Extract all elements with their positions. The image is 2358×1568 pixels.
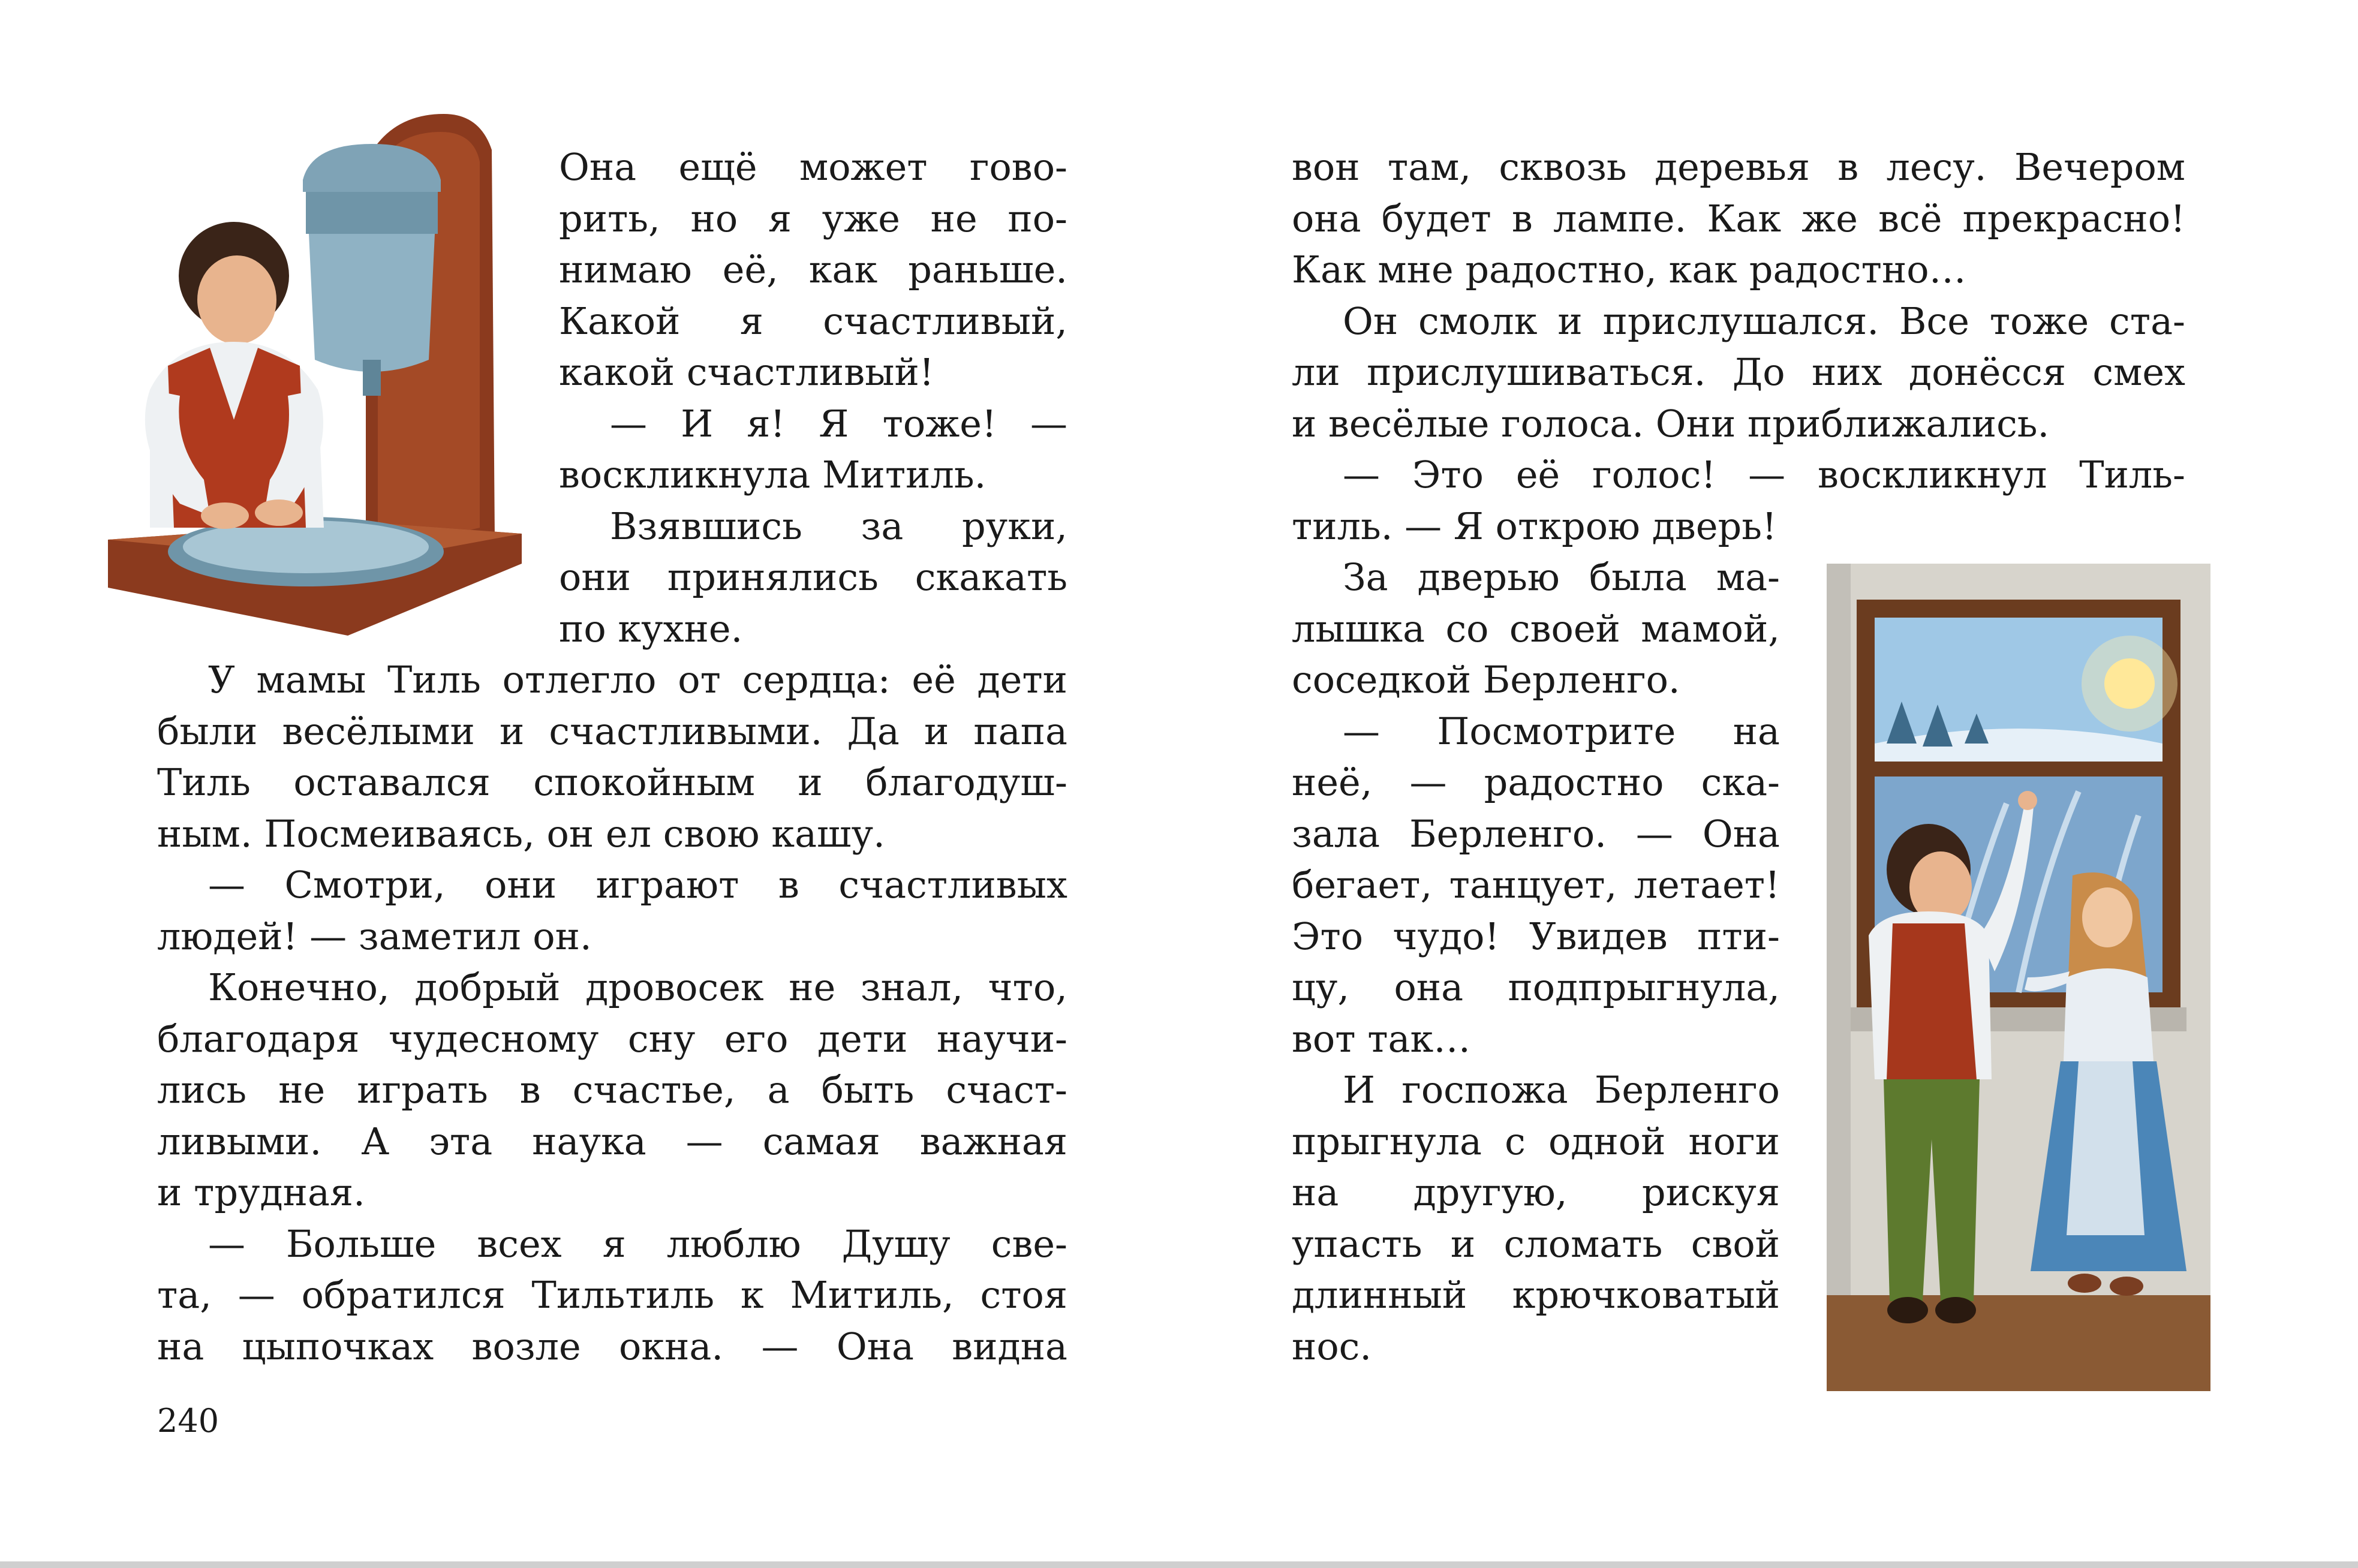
text-line: та, — обратился Тильтиль к Митиль, стоя	[157, 1273, 1067, 1317]
boy-at-washbasin-illustration	[108, 108, 522, 636]
text-line: Он смолк и прислушался. Все тоже ста-	[1343, 299, 2185, 343]
text-line: цу, она подпрыгнула,	[1292, 965, 1780, 1009]
right-wrapped-text	[1292, 552, 1780, 1372]
text-line: нимаю её, как раньше.	[559, 248, 1067, 291]
text-line: — Больше всех я люблю Душу све-	[208, 1221, 1067, 1266]
text-line: И госпожа Берленго	[1343, 1068, 1780, 1112]
text-line: тиль. — Я открою дверь!	[1292, 504, 1777, 548]
text-line: были весёлыми и счастливыми. Да и папа	[157, 709, 1067, 753]
text-line: и весёлые голоса. Они приближались.	[1292, 401, 2050, 446]
text-line: вон там, сквозь деревья в лесу. Вечером	[1292, 145, 2185, 189]
page-number: 240	[157, 1402, 219, 1440]
text-line: соседкой Берленго.	[1292, 658, 1680, 702]
text-line: — Посмотрите на	[1343, 709, 1780, 753]
text-line: воскликнула Митиль.	[559, 453, 986, 496]
text-line: на другую, рискуя	[1292, 1170, 1780, 1214]
text-line: — Смотри, они играют в счастливых	[208, 863, 1067, 907]
text-line: прыгнула с одной ноги	[1292, 1119, 1780, 1163]
text-line: Взявшись за руки,	[610, 504, 1067, 548]
text-line: ливыми. А эта наука — самая важная	[157, 1119, 1067, 1163]
text-line: бегает, танцует, летает!	[1292, 863, 1780, 907]
text-line: рить, но я уже не по-	[559, 196, 1067, 240]
text-line: и трудная.	[157, 1170, 365, 1214]
text-line: какой счастливый!	[559, 350, 934, 394]
text-line: За дверью была ма-	[1343, 555, 1780, 599]
text-line: Тиль оставался спокойным и благодуш-	[157, 760, 1067, 804]
text-line: — И я! Я тоже! —	[610, 401, 1067, 446]
text-line: Какой я счастливый,	[559, 299, 1067, 343]
text-line: вот так…	[1292, 1016, 1471, 1061]
text-line: ли прислушиваться. До них донёсся смех	[1292, 350, 2185, 394]
text-line: людей! — заметил он.	[157, 914, 592, 958]
text-line: упасть и сломать свой	[1292, 1221, 1780, 1266]
text-line: — Это её голос! — воскликнул Тиль-	[1343, 453, 2185, 496]
text-line: нос.	[1292, 1324, 1372, 1368]
text-line: неё, — радостно ска-	[1292, 760, 1780, 804]
left-main-text	[157, 654, 1067, 1372]
text-line: лышка со своей мамой,	[1292, 606, 1780, 651]
text-line: на цыпочках возле окна. — Она видна	[157, 1324, 1067, 1368]
text-line: по кухне.	[559, 606, 743, 651]
text-line: Как мне радостно, как радостно…	[1292, 248, 1966, 291]
text-line: зала Берленго. — Она	[1292, 811, 1780, 856]
text-line: ным. Посмеиваясь, он ел свою кашу.	[157, 811, 885, 856]
text-line: Это чудо! Увидев пти-	[1292, 914, 1780, 958]
text-line: Она ещё может гово-	[559, 145, 1067, 189]
page-bottom-edge	[0, 1561, 2358, 1568]
text-line: Конечно, добрый дровосек не знал, что,	[208, 965, 1067, 1009]
left-wrapped-text	[559, 142, 1067, 654]
text-line: она будет в лампе. Как же всё прекрасно!	[1292, 196, 2185, 240]
text-line: длинный крючковатый	[1292, 1273, 1780, 1317]
text-line: У мамы Тиль отлегло от сердца: её дети	[208, 658, 1067, 702]
children-at-window-illustration	[1827, 564, 2210, 1391]
text-line: они принялись скакать	[559, 555, 1067, 599]
right-main-text	[1292, 142, 2185, 552]
text-line: благодаря чудесному сну его дети научи-	[157, 1016, 1067, 1061]
right-page	[1179, 0, 2358, 1568]
text-line: лись не играть в счастье, а быть счаст-	[157, 1068, 1067, 1112]
